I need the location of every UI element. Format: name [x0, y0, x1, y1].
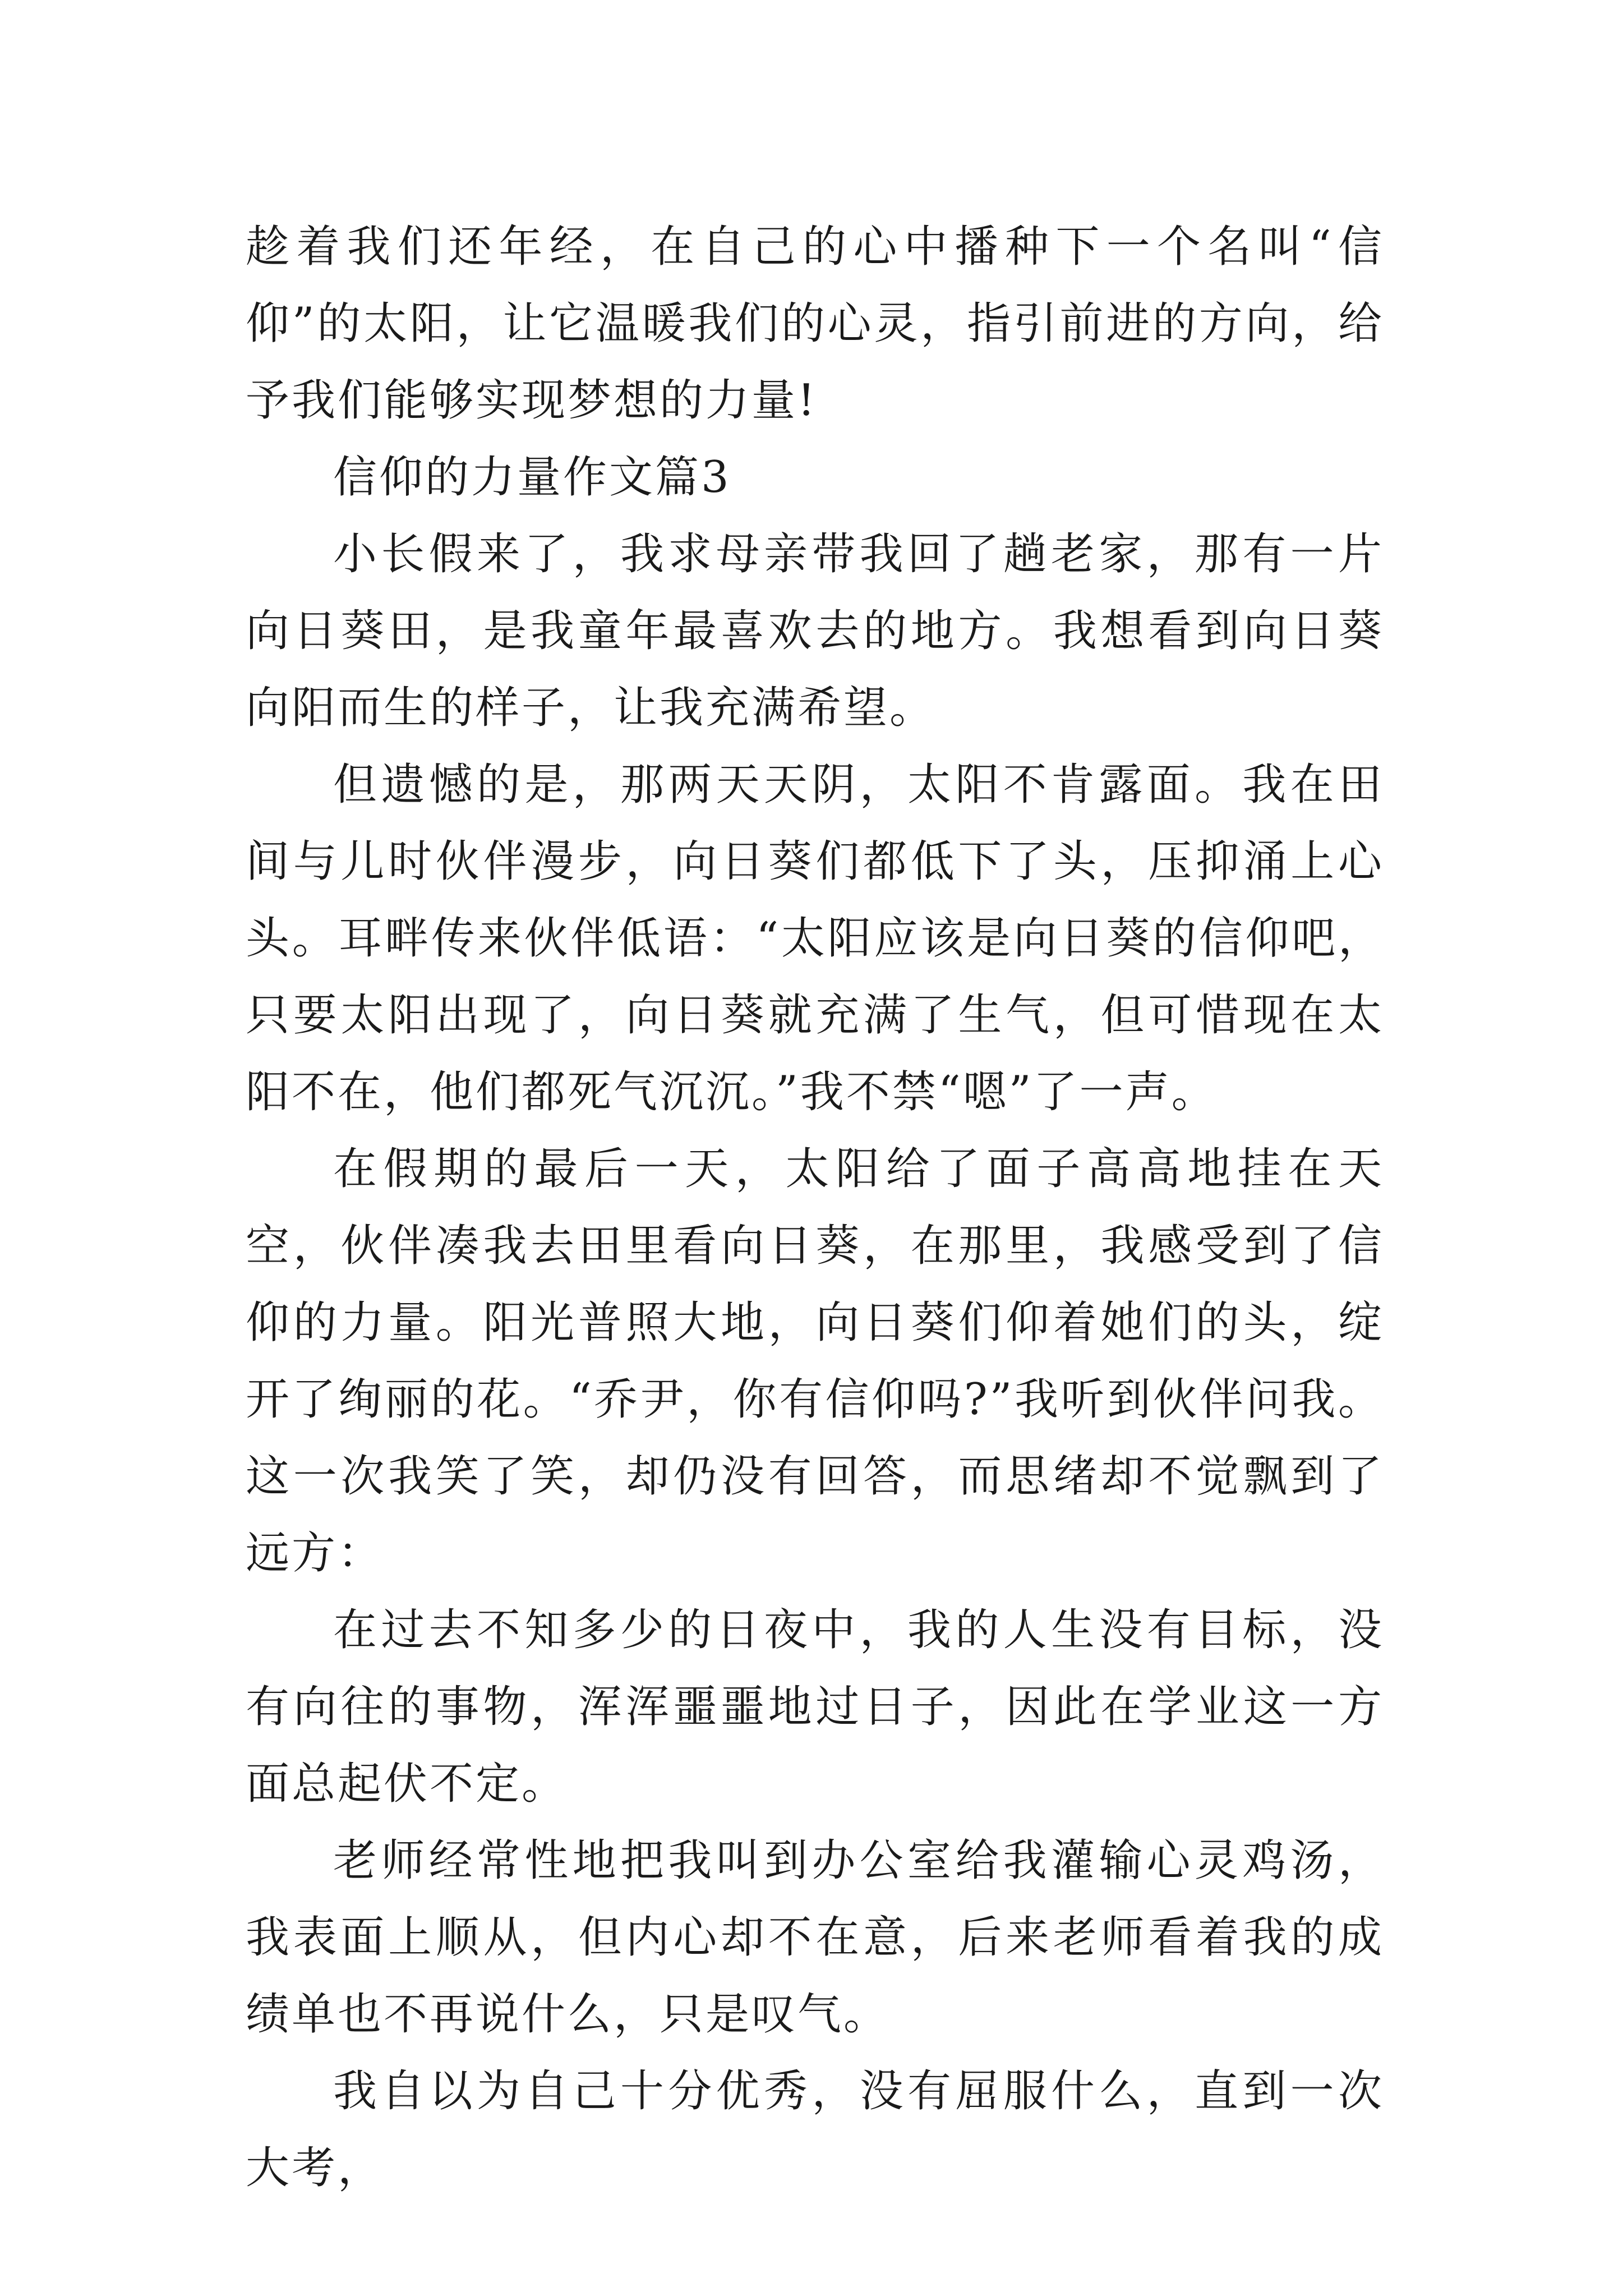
essay-body	[246, 209, 1384, 2207]
paragraph-2: 小长假来了，我求母亲带我回了趟老家，那有一片向日葵田，是我童年最喜欢去的地方。我想看到向日葵向阳而生的样子，让我充满希望。	[246, 529, 1384, 733]
section-heading: 信仰的力量作文篇3	[333, 452, 731, 503]
paragraph-6: 老师经常性地把我叫到办公室给我灌输心灵鸡汤，我表面上顺从，但内心却不在意，后来老师看着我的成绩单也不再说什么，只是叹气。	[246, 1835, 1384, 2040]
paragraph-5: 在过去不知多少的日夜中，我的人生没有目标，没有向往的事物，浑浑噩噩地过日子，因此在学业这一方面总起伏不定。	[246, 1605, 1384, 1809]
paragraph-4: 在假期的最后一天，太阳给了面子高高地挂在天空，伙伴凑我去田里看向日葵，在那里，我感受到了信仰的力量。阳光普照大地，向日葵们仰着她们的头，绽开了绚丽的花。“乔尹，你有信仰吗?”我听到伙伴问我。这一次我笑了笑，却仍没有回答，而思绪却不觉飘到了远方：	[246, 1144, 1384, 1579]
paragraph-1: 趁着我们还年经，在自己的心中播种下一个名叫“信仰”的太阳，让它温暖我们的心灵，指引前进的方向，给予我们能够实现梦想的力量!	[246, 222, 1384, 426]
paragraph-7: 我自以为自己十分优秀，没有屈服什么，直到一次大考，	[246, 2066, 1384, 2193]
paragraph-3: 但遗憾的是，那两天天阴，太阳不肯露面。我在田间与儿时伙伴漫步，向日葵们都低下了头，压抑涌上心头。耳畔传来伙伴低语：“太阳应该是向日葵的信仰吧，只要太阳出现了，向日葵就充满了生气，但可惜现在太阳不在，他们都死气沉沉。”我不禁“嗯”了一声。	[246, 760, 1384, 1117]
